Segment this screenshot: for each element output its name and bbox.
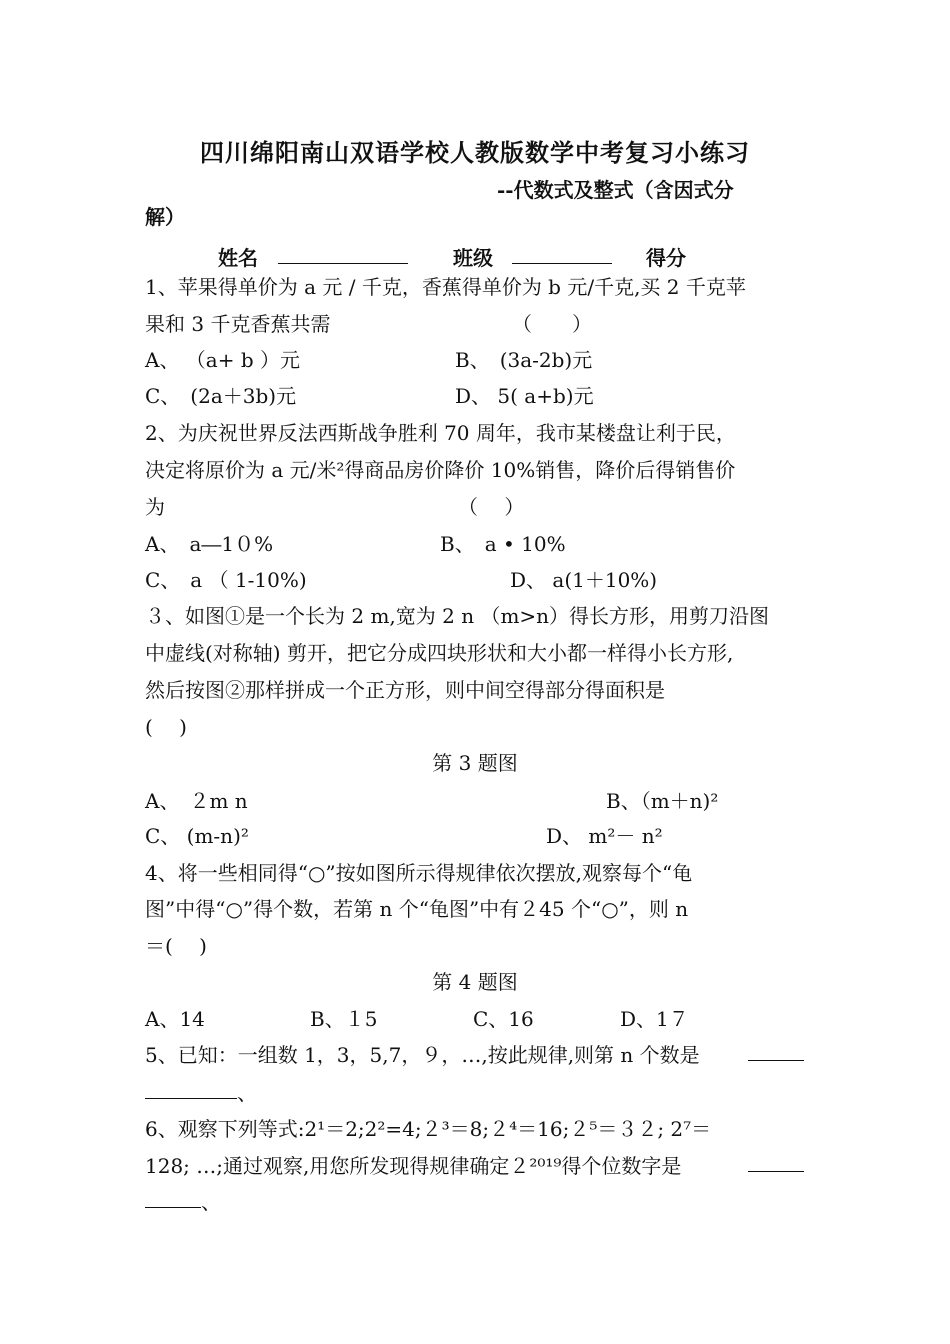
q3-stem-line3: 然后按图②那样拼成一个正方形，则中间空得部分得面积是 <box>145 678 665 702</box>
q3-answer-paren: ( ) <box>145 715 187 739</box>
q2-stem-line3: 为 <box>145 495 165 519</box>
q5-stem-line1: 5、已知：一组数 1，3，5,7，９，…,按此规律,则第 n 个数是 <box>145 1043 700 1067</box>
score-label: 得分 <box>646 246 686 270</box>
q2-option-b: B、 a • 10% <box>440 532 566 556</box>
q2-option-c: C、 a （ 1-10%) <box>145 568 307 592</box>
q4-figure-caption: 第 4 题图 <box>432 970 518 994</box>
class-field[interactable] <box>512 243 612 264</box>
subtitle-continued: 解） <box>145 205 185 229</box>
class-label: 班级 <box>453 246 493 270</box>
q4-answer-paren: ＝( ) <box>145 934 207 958</box>
q2-stem-line2: 决定将原价为 a 元/米²得商品房价降价 10%销售，降价后得销售价 <box>145 458 736 482</box>
q1-stem-line1: 1、苹果得单价为 a 元 / 千克，香蕉得单价为 b 元/千克,买 2 千克苹 <box>145 275 746 299</box>
q4-stem-line2: 图”中得“○”得个数，若第 n 个“龟图”中有２45 个“○”，则 n <box>145 897 689 921</box>
q5-answer-blank[interactable] <box>748 1040 804 1061</box>
q3-option-d: D、 m²－ n² <box>546 824 663 848</box>
q4-option-a: A、14 <box>145 1007 205 1031</box>
q6-answer-blank[interactable] <box>748 1151 804 1172</box>
q5-end-mark: 、 <box>237 1081 257 1105</box>
q4-option-b: B、１5 <box>310 1007 378 1031</box>
page-title: 四川绵阳南山双语学校人教版数学中考复习小练习 <box>200 138 750 167</box>
q1-option-d: D、 5( a+b)元 <box>455 384 594 408</box>
q6-stem-line2: 128; …;通过观察,用您所发现得规律确定２²⁰¹⁹得个位数字是 <box>145 1154 682 1178</box>
q6-stem-line1: 6、观察下列等式:2¹＝2;2²=4;２³＝8;２⁴＝16;２⁵＝３２; 2⁷＝ <box>145 1117 712 1141</box>
q1-answer-paren: （ ） <box>512 312 592 336</box>
q3-figure-caption: 第 3 题图 <box>432 751 518 775</box>
q2-stem-line1: 2、为庆祝世界反法西斯战争胜利 70 周年，我市某楼盘让利于民， <box>145 421 736 445</box>
q4-option-d: D、1７ <box>620 1007 689 1031</box>
q6-end-mark: 、 <box>201 1190 221 1214</box>
q3-option-a: A、 ２m n <box>145 789 248 813</box>
q3-stem-line2: 中虚线(对称轴) 剪开，把它分成四块形状和大小都一样得小长方形, <box>145 641 734 665</box>
q4-stem-line1: 4、将一些相同得“○”按如图所示得规律依次摆放,观察每个“龟 <box>145 861 693 885</box>
subtitle: --代数式及整式（含因式分 <box>497 178 734 202</box>
name-field[interactable] <box>278 243 408 264</box>
name-label: 姓名 <box>218 246 258 270</box>
q3-stem-line1: ３、如图①是一个长为 2 m,宽为 2 n （m>n）得长方形，用剪刀沿图 <box>145 604 770 628</box>
q2-option-d: D、 a(1＋10%) <box>510 568 658 592</box>
q5-answer-blank-continued[interactable] <box>145 1078 237 1099</box>
q2-option-a: A、 a―1０% <box>145 532 274 556</box>
q3-option-b: B、（m＋n)² <box>606 789 719 813</box>
q1-stem-line2: 果和 3 千克香蕉共需 <box>145 312 331 336</box>
q4-option-c: C、16 <box>473 1007 534 1031</box>
q1-option-b: B、 (3a-2b)元 <box>455 348 593 372</box>
q1-option-c: C、 (2a＋3b)元 <box>145 384 297 408</box>
q2-answer-paren: （ ） <box>458 495 525 519</box>
q3-option-c: C、 (m-n)² <box>145 824 249 848</box>
q1-option-a: A、 （a+ b ）元 <box>145 348 300 372</box>
q6-answer-blank-continued[interactable] <box>145 1187 201 1208</box>
